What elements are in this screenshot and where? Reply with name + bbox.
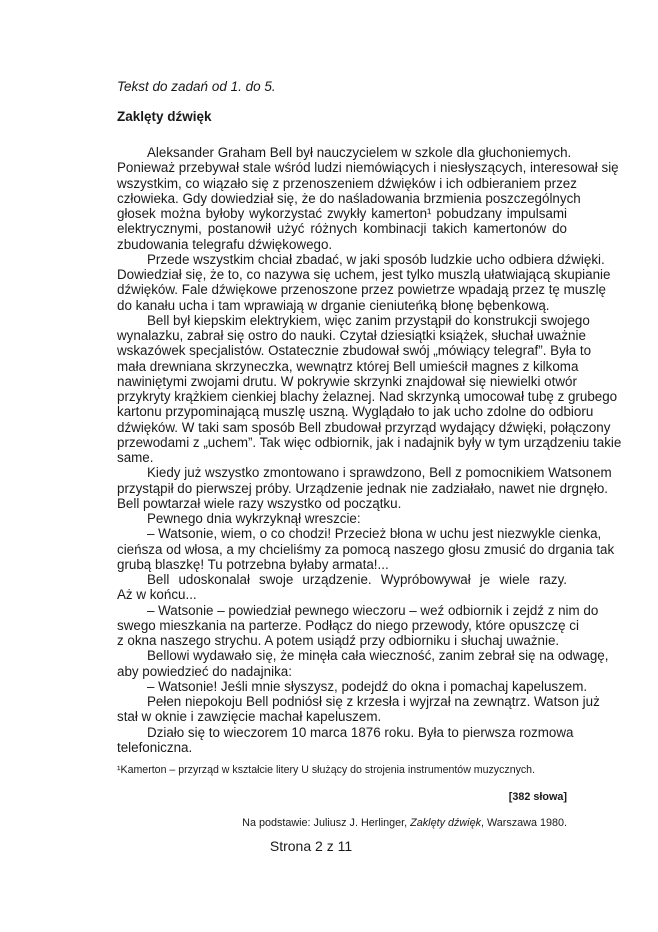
text-line: Bell udoskonalał swoje urządzenie. Wypróbowywał je wiele razy. <box>147 572 567 587</box>
text-line: głosek można byłoby wykorzystać zwykły kamerton¹ pobudzany impulsami <box>117 206 567 221</box>
text-line: stał w oknie i zawzięcie machał kapeluszem. <box>117 709 382 725</box>
source-suffix: , Warszawa 1980. <box>480 817 567 829</box>
page-number <box>0 838 658 854</box>
source-citation <box>242 817 567 829</box>
paragraph <box>117 724 574 756</box>
text-line: kartonu przypominającą muszlę uszną. Wyglądało to jak ucho zdolne do odbioru <box>117 404 594 420</box>
word-count: [382 słowa] <box>508 791 567 803</box>
text-line: zbudowania telegrafu dźwiękowego. <box>117 236 333 252</box>
text-line: Aż w końcu... <box>117 587 197 603</box>
text-line: – Watsonie – powiedział pewnego wieczoru – weź odbiornik i zejdź z nim do <box>147 602 599 618</box>
paragraph <box>117 251 611 313</box>
intro-text: Tekst do zadań od 1. do 5. <box>117 79 276 94</box>
text-line: przewodami z „uchem”. Tak więc odbiornik, jak i nadajnik były w tym urządzeniu takie <box>117 434 622 450</box>
text-line: same. <box>117 450 154 465</box>
paragraph <box>117 694 600 725</box>
text-line: Dowiedział się, że to, co nazywa się uchem, jest tylko muszlą ułatwiającą skupianie <box>117 267 611 282</box>
paragraph <box>117 648 609 679</box>
text-line: telefoniczna. <box>117 739 193 755</box>
text-line: swego mieszkania na parterze. Podłącz do niego przewody, które opuszczę ci <box>117 617 579 633</box>
text-line: nawiniętymi zwojami drutu. W pokrywie skrzynki znajdował się niewielki otwór <box>117 373 577 389</box>
text-line: mała drewniana skrzyneczka, wewnątrz której Bell umieścił magnes z kilkoma <box>117 358 579 374</box>
text-line: elektrycznymi, postanowił użyć różnych kombinacji takich kamertonów do <box>117 221 567 237</box>
text-line: wynalazku, zabrał się ostro do nauki. Czytał dziesiątki książek, słuchał uważnie <box>117 328 586 343</box>
text-line: Pełen niepokoju Bell podniósł się z krzesła i wyjrzał na zewnątrz. Watson już <box>147 694 600 709</box>
text-line: Aleksander Graham Bell był nauczycielem w szkole dla głuchoniemych. <box>147 145 572 160</box>
page-label: Strona 2 z 11 <box>269 838 353 854</box>
paragraph <box>117 526 615 572</box>
text-line: aby powiedzieć do nadajnika: <box>117 663 292 679</box>
text-line: cieńsza od włosa, a my chcieliśmy za pomocą naszego głosu zmusić do drgania tak <box>117 541 615 557</box>
text-line: Przede wszystkim chciał zbadać, w jaki sposób ludzkie ucho odbiera dźwięki. <box>147 251 605 267</box>
text-line: z okna naszego strychu. A potem usiądź przy odbiorniku i słuchaj uważnie. <box>117 633 560 648</box>
paragraph <box>117 145 619 252</box>
paragraph <box>117 572 567 603</box>
text-line: dźwięków. W taki sam sposób Bell zbudował przyrząd wydający dźwięki, połączony <box>117 419 611 435</box>
paragraph <box>117 312 622 466</box>
text-line: Pewnego dnia wykrzyknął wreszcie: <box>147 511 361 526</box>
paragraph <box>117 511 567 526</box>
text-line: wskazówek specjalistów. Ostatecznie zbudował swój „mówiący telegraf”. Była to <box>117 343 592 359</box>
text-line: Bell powtarzał wiele razy wszystko od początku. <box>117 495 402 511</box>
text-line: do kanału ucha i tam wprawiają w drganie cieniuteńką błonę bębenkową. <box>117 297 550 313</box>
text-line: człowieka. Gdy dowiedział się, że do naśladowania brzmienia poszczególnych <box>117 190 581 206</box>
paragraph <box>117 602 599 649</box>
footnote: ¹Kamerton – przyrząd w kształcie litery U służący do strojenia instrumentów muzycznych. <box>117 764 536 776</box>
paragraph <box>117 678 588 694</box>
text-line: – Watsonie, wiem, o co chodzi! Przecież błona w uchu jest niezwykle cienka, <box>147 526 602 542</box>
text-line: Bellowi wydawało się, że minęła cała wieczność, zanim zebrał się na odwagę, <box>147 648 609 664</box>
text-line: Działo się to wieczorem 10 marca 1876 roku. Była to pierwsza rozmowa <box>147 724 574 740</box>
text-line: Bell był kiepskim elektrykiem, więc zanim przystąpił do konstrukcji swojego <box>147 312 590 328</box>
source-prefix: Na podstawie: Juliusz J. Herlinger, <box>242 817 411 829</box>
text-line: grubą blaszkę! Tu potrzebna byłaby armata!... <box>117 556 389 572</box>
text-title: Zaklęty dźwięk <box>117 109 212 124</box>
paragraph <box>117 465 612 511</box>
text-line: wszystkim, co wiązało się z przenoszeniem dźwięków i ich odbieraniem przez <box>117 175 577 191</box>
text-line: Ponieważ przebywał stale wśród ludzi niemówiących i niesłyszących, interesował się <box>117 160 619 176</box>
text-line: przykryty krążkiem cienkiej blachy żelaznej. Nad skrzynką umocował tubę z grubego <box>117 389 618 404</box>
text-line: przystąpił do pierwszej próby. Urządzenie jednak nie zadziałało, nawet nie drgnęło. <box>117 480 609 496</box>
text-line: Kiedy już wszystko zmontowano i sprawdzono, Bell z pomocnikiem Watsonem <box>147 465 612 481</box>
text-body <box>117 145 622 755</box>
source-title: Zaklęty dźwięk <box>410 817 481 829</box>
text-line: – Watsonie! Jeśli mnie słyszysz, podejdź do okna i pomachaj kapeluszem. <box>147 678 588 694</box>
text-line: dźwięków. Fale dźwiękowe przenoszone przez powietrze wpadają przez tę muszlę <box>117 282 606 298</box>
